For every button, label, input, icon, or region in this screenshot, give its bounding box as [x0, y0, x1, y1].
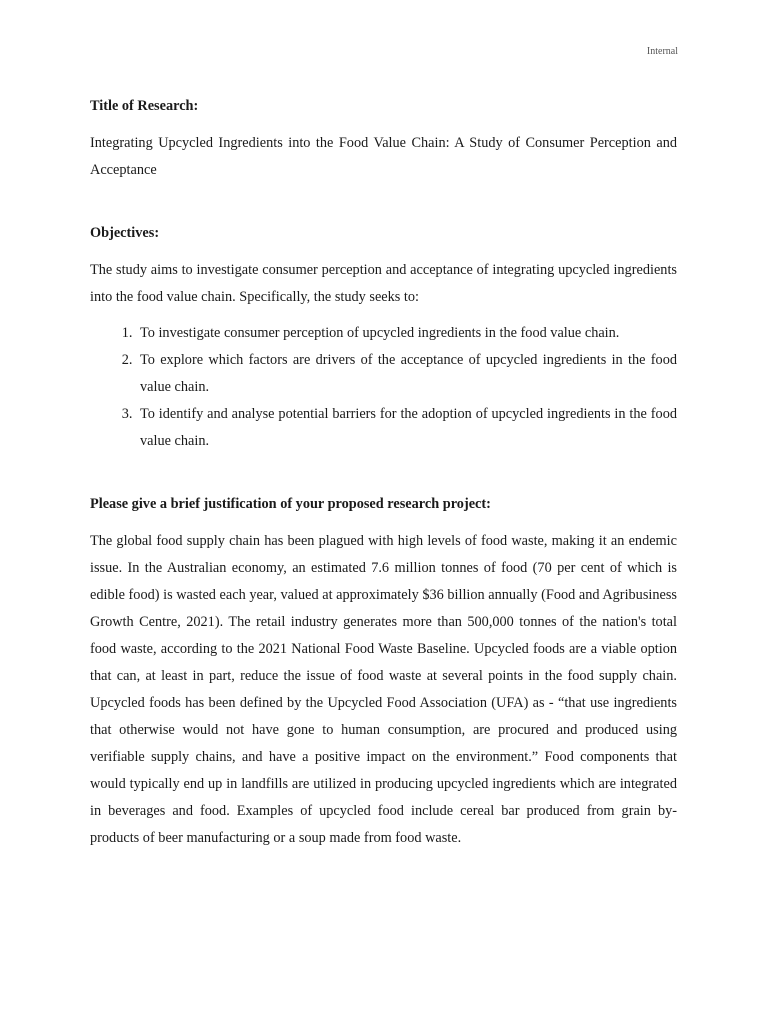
research-title-text: Integrating Upcycled Ingredients into the Food Value Chain: A Study of Consumer Perception and Acceptance: [90, 135, 677, 178]
objective-item: 1. To investigate consumer perception of upcycled ingredients in the food value chain.: [136, 320, 677, 347]
objectives-list: [90, 320, 677, 455]
document-body: [90, 93, 677, 852]
justification-heading: Please give a brief justification of your proposed research project:: [90, 496, 491, 512]
objectives-intro: The study aims to investigate consumer perception and acceptance of integrating upcycled ingredients into the food value chain. Specifically, the study seeks to:: [90, 262, 677, 305]
justification-text: The global food supply chain has been plagued with high levels of food waste, making it an endemic issue. In the Australian economy, an estimated 7.6 million tonnes of food (70 per cent of which is edible food) is wasted each year, valued at approximately $36 billion annually (Food and Agribusiness Growth Centre, 2021). The retail industry generates more than 500,000 tonnes of the nation's total food waste, according to the 2021 National Food Waste Baseline. Upcycled foods are a viable option that can, at least in part, reduce the issue of food waste at several points in the food supply chain. Upcycled foods has been defined by the Upcycled Food Association (UFA) as - “that use ingredients that otherwise would not have gone to human consumption, are procured and produced using verifiable supply chains, and have a positive impact on the environment.” Food components that would typically end up in landfills are utilized in producing upcycled ingredients which are integrated in beverages and food. Examples of upcycled food include cereal bar produced from grain by-products of beer manufacturing or a soup made from food waste.: [90, 533, 677, 846]
objective-item: 2. To explore which factors are drivers of the acceptance of upcycled ingredients in the food value chain.: [136, 347, 677, 401]
research-title-heading: Title of Research:: [90, 98, 199, 114]
objectives-heading: Objectives:: [90, 225, 160, 241]
classification-label: Internal: [646, 46, 678, 57]
objective-item: 3. To identify and analyse potential barriers for the adoption of upcycled ingredients in the food value chain.: [136, 401, 677, 455]
